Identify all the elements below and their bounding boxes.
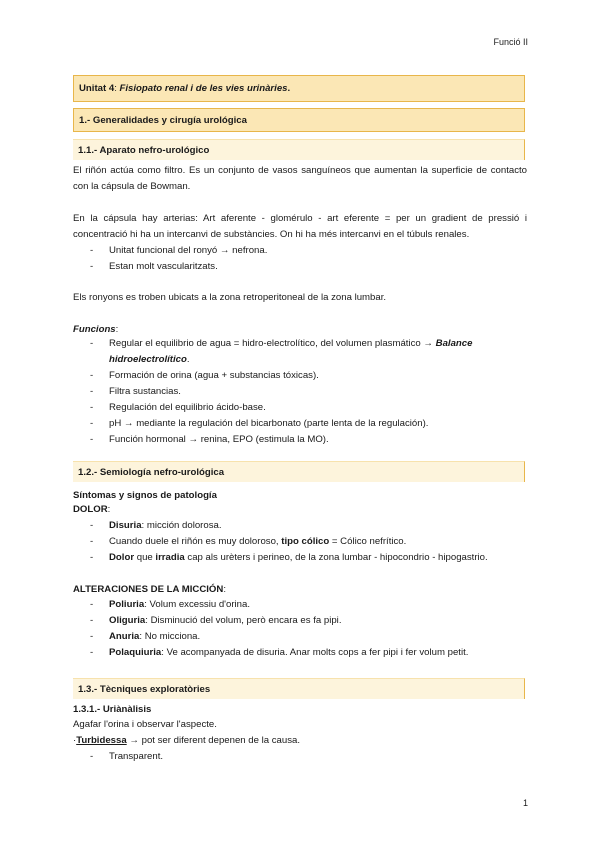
unit-sep: :: [114, 83, 120, 94]
list-item: - Dolor que irradia cap als urèters i perineo, de la zona lumbar - hipocondrio - hipogastrio.: [90, 552, 488, 563]
list-item: - Función hormonal → renina, EPO (estimula la MO).: [90, 434, 329, 445]
subsection-1-3-box: [73, 678, 525, 699]
paragraph: Agafar l'orina i observar l'aspecte.: [73, 719, 217, 730]
paragraph: El riñón actúa como filtro. Es un conjunto de vasos sanguíneos que aumentan la superficie de contacto con la cápsula de Bowman.: [73, 165, 527, 192]
subsection-1-1-box: [73, 139, 525, 160]
list-item: - pH → mediante la regulación del bicarbonato (parte lenta de la regulación).: [90, 418, 429, 429]
dolor-list: [73, 518, 527, 566]
unit-end: .: [287, 83, 291, 94]
subsection-title: 1.3.- Tècniques exploratòries: [78, 683, 211, 695]
list-item: - Estan molt vascularitzats.: [90, 261, 218, 272]
subsubsection-title: 1.3.1.- Uriànàlisis: [73, 704, 152, 715]
list-item: - Transparent.: [90, 751, 164, 762]
unit-title: Fisiopato renal i de les vies urinàries: [119, 83, 288, 94]
list-item: - Regulación del equilibrio ácido-base.: [90, 402, 266, 413]
list-item: - Poliuria: Volum excessiu d'orina.: [90, 599, 251, 610]
section-title-box: [73, 108, 525, 132]
paragraph: Els ronyons es troben ubicats a la zona retroperitoneal de la zona lumbar.: [73, 292, 387, 303]
list-item: - Polaquiuria: Ve acompanyada de disuria. Anar molts cops a fer pipi i fer volum petit.: [90, 647, 469, 658]
list-item: - Anuria: No micciona.: [90, 631, 201, 642]
miccion-list: [73, 597, 527, 661]
subsection-title: 1.2.- Semiología nefro-urológica: [78, 466, 225, 478]
alteraciones-heading: ALTERACIONES DE LA MICCIÓN:: [73, 584, 226, 595]
dolor-heading: DOLOR:: [73, 504, 111, 515]
list-item: - Oliguria: Disminució del volum, però encara es fa pipi.: [90, 615, 342, 626]
list-item: - Disuria: micción dolorosa.: [90, 520, 222, 531]
turbidessa-line: ·Turbidessa → pot ser diferent depenen de la causa.: [73, 735, 301, 746]
list-item: - Cuando duele el riñón es muy doloroso, tipo cólico = Cólico nefrítico.: [90, 536, 407, 547]
funcions-label: Funcions:: [73, 324, 119, 335]
page-number: 1: [522, 798, 528, 808]
list-item: - Unitat funcional del ronyó → nefrona.: [90, 245, 268, 256]
bullet-list: [73, 749, 527, 765]
bullet-list: [73, 243, 527, 275]
list-item: - Filtra sustancias.: [90, 386, 181, 397]
funcions-list: [73, 336, 527, 448]
list-item: - Regular el equilibrio de agua = hidro-electrolítico, del volumen plasmático → Balance hidroelectrolítico.: [90, 338, 473, 365]
subsection-1-2-box: [73, 461, 525, 482]
unit-prefix: Unitat 4: [79, 83, 115, 94]
section-title: 1.- Generalidades y cirugía urológica: [79, 114, 247, 126]
sintomas-heading: Síntomas y signos de patología: [73, 490, 217, 501]
subsection-title: 1.1.- Aparato nefro-urológico: [78, 144, 210, 156]
paragraph: En la cápsula hay arterias: Art aferente - glomérulo - art eferente = per un gradient de pressió i concentració hi ha un intercanvi de substàncies. On hi ha més intercanvi en el túbuls renales.: [73, 213, 527, 240]
list-item: - Formación de orina (agua + substancias tóxicas).: [90, 370, 319, 381]
unit-title-box: [73, 75, 525, 102]
running-header: Funció II: [493, 37, 528, 47]
